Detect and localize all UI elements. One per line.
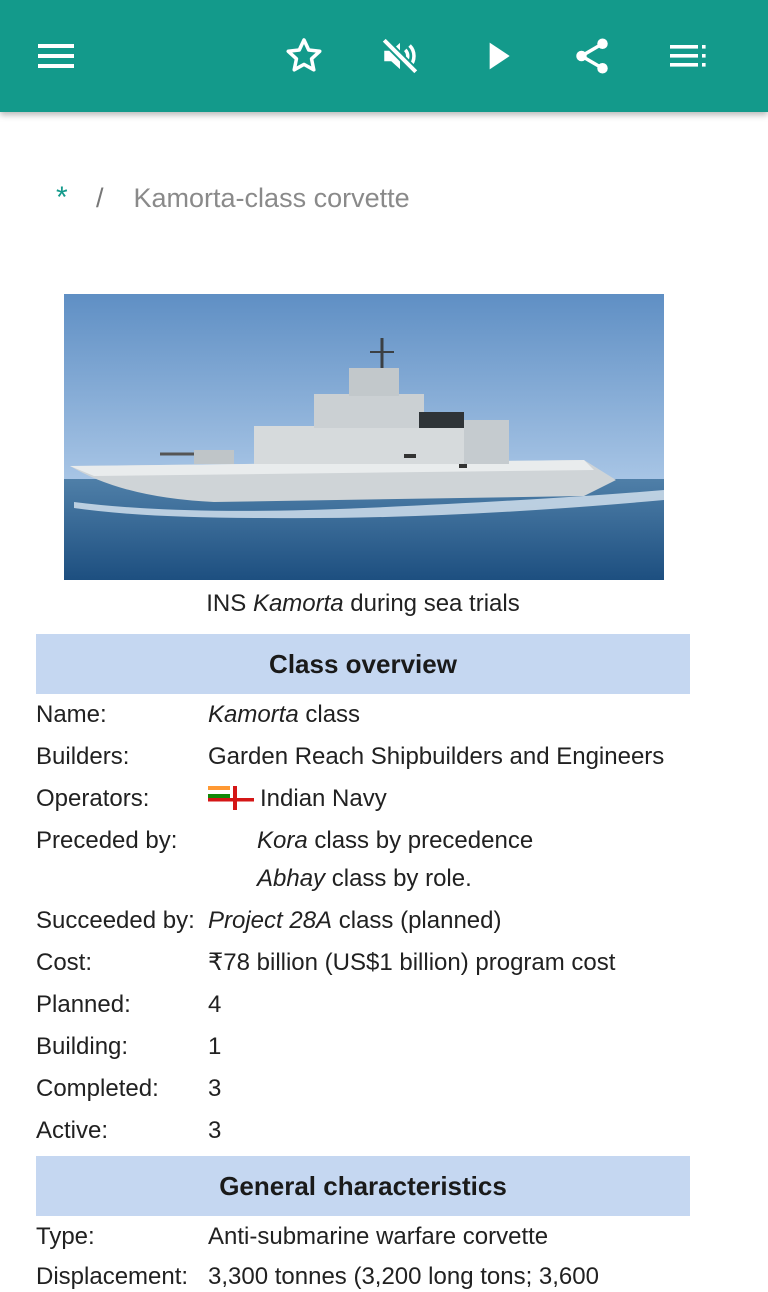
cost-label: Cost: — [36, 949, 93, 976]
succeeded-label: Succeeded by: — [36, 907, 195, 934]
caption-ship-name: Kamorta — [252, 590, 344, 617]
active-label: Active: — [36, 1117, 109, 1144]
displacement-label: Displacement: — [36, 1263, 189, 1290]
app-toolbar — [0, 0, 768, 112]
building-label: Building: — [36, 1033, 129, 1060]
operators-label: Operators: — [36, 785, 150, 812]
planned-label: Planned: — [36, 991, 131, 1018]
name-value — [208, 700, 360, 730]
breadcrumb — [56, 176, 410, 220]
menu-button[interactable] — [28, 28, 84, 84]
succeeded-value — [208, 906, 502, 936]
play-icon — [478, 36, 518, 76]
completed-value: 3 — [208, 1075, 222, 1102]
type-value: Anti-submarine warfare corvette — [208, 1223, 549, 1250]
volume-off-icon — [379, 35, 421, 77]
caption-prefix: INS — [206, 590, 253, 617]
preceded-2-italic[interactable]: Abhay — [257, 865, 326, 892]
completed-label: Completed: — [36, 1075, 159, 1102]
ship-photo[interactable] — [64, 294, 664, 580]
planned-value: 4 — [208, 991, 222, 1018]
preceded-value-1 — [257, 826, 533, 856]
preceded-value-2 — [257, 864, 472, 894]
type-label: Type: — [36, 1223, 95, 1250]
name-suffix: class — [298, 701, 361, 728]
preceded-1-italic[interactable]: Kora — [257, 827, 308, 854]
displacement-value: 3,300 tonnes (3,200 long tons; 3,600 — [208, 1263, 599, 1290]
operators-value — [208, 784, 387, 814]
play-button[interactable] — [470, 28, 526, 84]
succeeded-suffix: class (planned) — [332, 907, 502, 934]
operators-text[interactable]: Indian Navy — [260, 785, 387, 812]
bookmark-button[interactable] — [276, 28, 332, 84]
share-button[interactable] — [564, 28, 620, 84]
caption-suffix: during sea trials — [343, 590, 520, 617]
mute-button[interactable] — [372, 28, 428, 84]
menu-icon — [36, 36, 76, 76]
active-value: 3 — [208, 1117, 222, 1144]
contents-button[interactable] — [660, 28, 716, 84]
name-italic[interactable]: Kamorta — [208, 701, 299, 728]
general-characteristics-header: General characteristics — [36, 1156, 690, 1216]
share-icon — [571, 35, 613, 77]
breadcrumb-separator: / — [96, 182, 104, 213]
class-overview-header: Class overview — [36, 634, 690, 694]
image-caption — [36, 590, 690, 618]
preceded-label: Preceded by: — [36, 827, 178, 854]
builders-value[interactable]: Garden Reach Shipbuilders and Engineers — [208, 743, 665, 770]
naval-ensign-flag-icon — [208, 786, 254, 810]
breadcrumb-current: Kamorta-class corvette — [133, 182, 410, 213]
succeeded-italic[interactable]: Project 28A — [208, 907, 333, 934]
playlist-icon — [668, 36, 708, 76]
builders-label: Builders: — [36, 743, 130, 770]
breadcrumb-home[interactable]: * — [56, 181, 68, 214]
building-value: 1 — [208, 1033, 222, 1060]
cost-value: ₹78 billion (US$1 billion) program cost — [208, 949, 616, 976]
preceded-2-suffix: class by role. — [325, 865, 472, 892]
preceded-1-suffix: class by precedence — [307, 827, 534, 854]
star-outline-icon — [283, 35, 325, 77]
name-label: Name: — [36, 701, 107, 728]
